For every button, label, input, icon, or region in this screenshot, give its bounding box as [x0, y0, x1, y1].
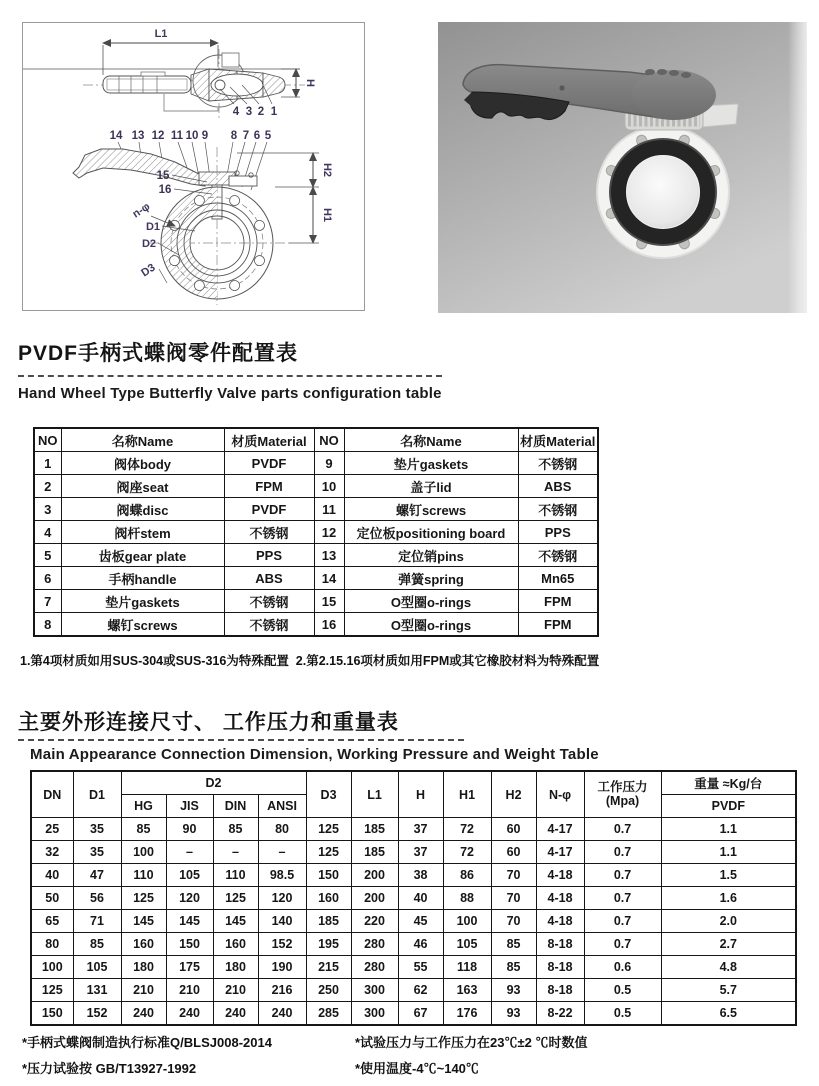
table-cell: 阀蝶disc: [61, 498, 224, 521]
table-cell: 1.1: [661, 818, 796, 841]
table-cell: 190: [258, 956, 306, 979]
table-cell: 280: [351, 956, 398, 979]
dim-label-h1: H1: [321, 207, 333, 223]
table-cell: 93: [491, 1002, 536, 1026]
table-row: [31, 887, 796, 910]
table-cell: 120: [258, 887, 306, 910]
parts-table-body: [34, 452, 598, 637]
table-cell: 200: [351, 864, 398, 887]
table-cell: 131: [73, 979, 121, 1002]
table-cell: PPS: [224, 544, 314, 567]
table-cell: 70: [491, 910, 536, 933]
table-cell: 不锈钢: [224, 590, 314, 613]
table-cell: 8-18: [536, 956, 584, 979]
table-cell: 80: [258, 818, 306, 841]
table-cell: 70: [491, 887, 536, 910]
table-cell: 0.7: [584, 933, 661, 956]
table-row: [34, 475, 598, 498]
callout-8: 8: [230, 130, 238, 142]
col-header-weight: 重量 ≈Kg/台: [661, 771, 796, 795]
table-cell: 62: [398, 979, 443, 1002]
table-cell: 不锈钢: [224, 521, 314, 544]
table-cell: 125: [121, 887, 166, 910]
table-cell: 0.7: [584, 864, 661, 887]
table-cell: 盖子lid: [344, 475, 518, 498]
table-cell: 300: [351, 979, 398, 1002]
table-cell: 35: [73, 841, 121, 864]
table-cell: 0.6: [584, 956, 661, 979]
callout-4: 4: [232, 106, 240, 118]
table-cell: 40: [398, 887, 443, 910]
table-cell: 215: [306, 956, 351, 979]
table-cell: 3: [34, 498, 61, 521]
table-row: [31, 956, 796, 979]
table-cell: 140: [258, 910, 306, 933]
table-cell: FPM: [224, 475, 314, 498]
col-header-d1: D1: [73, 771, 121, 818]
table-cell: 180: [213, 956, 258, 979]
table-cell: 175: [166, 956, 213, 979]
table-cell: 216: [258, 979, 306, 1002]
table-cell: 152: [258, 933, 306, 956]
table-cell: 240: [121, 1002, 166, 1026]
table-cell: –: [258, 841, 306, 864]
table-cell: 螺钉screws: [344, 498, 518, 521]
table-row: [34, 567, 598, 590]
table-cell: 176: [443, 1002, 491, 1026]
table-cell: 阀体body: [61, 452, 224, 475]
footnote-standard: *手柄式蝶阀制造执行标准Q/BLSJ008-2014: [22, 1035, 272, 1050]
table-cell: 152: [73, 1002, 121, 1026]
table-cell: 65: [31, 910, 73, 933]
table-cell: 145: [121, 910, 166, 933]
table-cell: 72: [443, 841, 491, 864]
table-cell: 不锈钢: [518, 498, 598, 521]
table-cell: 160: [121, 933, 166, 956]
col-header-name-right: 名称Name: [344, 428, 518, 452]
callout-15: 15: [156, 170, 170, 182]
dim-label-d1: D1: [145, 221, 161, 233]
col-header-material-left: 材质Material: [224, 428, 314, 452]
callout-14: 14: [109, 130, 123, 142]
table-cell: FPM: [518, 590, 598, 613]
table-cell: 285: [306, 1002, 351, 1026]
table-cell: 210: [121, 979, 166, 1002]
callout-2: 2: [257, 106, 265, 118]
table-cell: 125: [306, 841, 351, 864]
table-cell: 85: [121, 818, 166, 841]
table-cell: 阀杆stem: [61, 521, 224, 544]
col-header-din: DIN: [213, 795, 258, 818]
table-cell: 85: [213, 818, 258, 841]
table-cell: 37: [398, 818, 443, 841]
table-cell: 118: [443, 956, 491, 979]
table-cell: 11: [314, 498, 344, 521]
table-cell: 195: [306, 933, 351, 956]
col-header-h: H: [398, 771, 443, 818]
table-cell: 8-18: [536, 933, 584, 956]
parts-section-title-cn: PVDF手柄式蝶阀零件配置表: [18, 342, 299, 365]
dim-label-l1-top: L1: [154, 28, 168, 40]
callout-11: 11: [170, 130, 184, 142]
table-cell: 4-18: [536, 910, 584, 933]
table-cell: 5: [34, 544, 61, 567]
table-cell: 240: [166, 1002, 213, 1026]
table-cell: O型圈o-rings: [344, 590, 518, 613]
table-row: [31, 979, 796, 1002]
table-row: [31, 933, 796, 956]
table-cell: PVDF: [224, 498, 314, 521]
table-cell: 垫片gaskets: [344, 452, 518, 475]
table-cell: 100: [31, 956, 73, 979]
col-header-h2: H2: [491, 771, 536, 818]
table-cell: 32: [31, 841, 73, 864]
table-cell: 4: [34, 521, 61, 544]
col-header-name-left: 名称Name: [61, 428, 224, 452]
col-header-ansi: ANSI: [258, 795, 306, 818]
table-cell: 螺钉screws: [61, 613, 224, 637]
callout-7: 7: [242, 130, 250, 142]
table-cell: 0.7: [584, 841, 661, 864]
table-row: [31, 1002, 796, 1026]
col-header-no-right: NO: [314, 428, 344, 452]
table-cell: 定位板positioning board: [344, 521, 518, 544]
col-header-d2: D2: [121, 771, 306, 795]
table-row: [34, 452, 598, 475]
table-cell: 50: [31, 887, 73, 910]
col-header-n-phi: N-φ: [536, 771, 584, 818]
table-cell: 105: [73, 956, 121, 979]
table-row: [34, 613, 598, 637]
dimension-weight-table: [30, 770, 797, 1026]
title-divider: [18, 375, 442, 377]
table-row: [34, 544, 598, 567]
table-cell: 垫片gaskets: [61, 590, 224, 613]
table-cell: 60: [491, 841, 536, 864]
table-cell: 67: [398, 1002, 443, 1026]
table-cell: 93: [491, 979, 536, 1002]
table-cell: ABS: [518, 475, 598, 498]
table-row: [34, 498, 598, 521]
valve-photo-illustration: [438, 22, 807, 313]
table-cell: 86: [443, 864, 491, 887]
table-cell: 100: [443, 910, 491, 933]
table-cell: 250: [306, 979, 351, 1002]
dim-label-d2: D2: [141, 238, 157, 250]
table-cell: 2.0: [661, 910, 796, 933]
table-cell: 手柄handle: [61, 567, 224, 590]
footnote-temperature: *使用温度-4℃~140℃: [355, 1061, 479, 1076]
parts-table-header-row: [34, 428, 598, 452]
table-cell: 38: [398, 864, 443, 887]
table-cell: –: [166, 841, 213, 864]
valve-disc: [627, 156, 699, 228]
parts-configuration-table: [33, 427, 599, 637]
table-cell: 9: [314, 452, 344, 475]
table-cell: 46: [398, 933, 443, 956]
table-cell: 齿板gear plate: [61, 544, 224, 567]
table-cell: 145: [166, 910, 213, 933]
table-cell: 5.7: [661, 979, 796, 1002]
table-cell: 1: [34, 452, 61, 475]
table-cell: 56: [73, 887, 121, 910]
table-cell: 160: [213, 933, 258, 956]
dim-table-body: [31, 818, 796, 1026]
footnote-test-pressure: *试验压力与工作压力在23℃±2 ℃时数值: [355, 1035, 588, 1050]
table-row: [31, 841, 796, 864]
table-cell: 4-18: [536, 864, 584, 887]
table-cell: 160: [306, 887, 351, 910]
table-cell: 105: [166, 864, 213, 887]
table-cell: 125: [31, 979, 73, 1002]
dim-label-n-phi: n-φ: [130, 200, 153, 221]
table-cell: 150: [166, 933, 213, 956]
table-cell: 4.8: [661, 956, 796, 979]
table-cell: 15: [314, 590, 344, 613]
col-header-no-left: NO: [34, 428, 61, 452]
table-cell: 不锈钢: [518, 452, 598, 475]
table-cell: 14: [314, 567, 344, 590]
table-cell: 35: [73, 818, 121, 841]
table-cell: 85: [491, 956, 536, 979]
table-cell: 85: [73, 933, 121, 956]
table-cell: 不锈钢: [518, 544, 598, 567]
table-cell: ABS: [224, 567, 314, 590]
table-cell: 0.7: [584, 910, 661, 933]
table-row: [31, 910, 796, 933]
callout-1: 1: [270, 106, 278, 118]
table-cell: 210: [166, 979, 213, 1002]
table-cell: 2.7: [661, 933, 796, 956]
working-pressure-unit: (Mpa): [605, 793, 640, 808]
table-cell: 不锈钢: [224, 613, 314, 637]
table-cell: 100: [121, 841, 166, 864]
valve-line-drawing: [23, 23, 364, 308]
table-cell: 70: [491, 864, 536, 887]
table-cell: 240: [213, 1002, 258, 1026]
col-header-h1: H1: [443, 771, 491, 818]
callout-5: 5: [264, 130, 272, 142]
footnotes: [22, 1032, 797, 1077]
table-cell: 47: [73, 864, 121, 887]
table-cell: 110: [121, 864, 166, 887]
table-cell: 37: [398, 841, 443, 864]
table-cell: 88: [443, 887, 491, 910]
table-cell: 4-18: [536, 887, 584, 910]
callout-6: 6: [253, 130, 261, 142]
col-header-jis: JIS: [166, 795, 213, 818]
table-cell: 110: [213, 864, 258, 887]
table-cell: 185: [351, 841, 398, 864]
dimension-section-title-cn: 主要外形连接尺寸、 工作压力和重量表: [18, 711, 399, 734]
table-cell: 45: [398, 910, 443, 933]
table-cell: 6: [34, 567, 61, 590]
table-cell: 72: [443, 818, 491, 841]
technical-drawing: [22, 22, 365, 311]
table-cell: 80: [31, 933, 73, 956]
table-cell: 185: [351, 818, 398, 841]
table-cell: 240: [258, 1002, 306, 1026]
table-cell: –: [213, 841, 258, 864]
dim-label-h2: H2: [321, 162, 333, 178]
dim-table-header-row-1: [31, 771, 796, 795]
table-cell: 8-22: [536, 1002, 584, 1026]
table-cell: 180: [121, 956, 166, 979]
table-cell: 300: [351, 1002, 398, 1026]
table-cell: 1.1: [661, 841, 796, 864]
table-cell: 125: [306, 818, 351, 841]
table-cell: Mn65: [518, 567, 598, 590]
footnote-pressure-test: *压力试验按 GB/T13927-1992: [22, 1061, 197, 1076]
table-cell: 8: [34, 613, 61, 637]
table-cell: 90: [166, 818, 213, 841]
callout-16: 16: [158, 184, 172, 196]
table-cell: 25: [31, 818, 73, 841]
col-header-weight-pvdf: PVDF: [661, 795, 796, 818]
table-cell: 弹簧spring: [344, 567, 518, 590]
dim-label-d3: D3: [139, 261, 158, 280]
col-header-hg: HG: [121, 795, 166, 818]
table-cell: 185: [306, 910, 351, 933]
callout-12: 12: [151, 130, 165, 142]
table-cell: 13: [314, 544, 344, 567]
table-cell: 6.5: [661, 1002, 796, 1026]
table-cell: 200: [351, 887, 398, 910]
table-cell: 4-17: [536, 818, 584, 841]
table-cell: 定位销pins: [344, 544, 518, 567]
table-row: [31, 864, 796, 887]
table-cell: 55: [398, 956, 443, 979]
table-cell: 12: [314, 521, 344, 544]
table-cell: 71: [73, 910, 121, 933]
dimension-section-title-en: Main Appearance Connection Dimension, Working Pressure and Weight Table: [30, 746, 599, 763]
table-row: [31, 818, 796, 841]
table-cell: 85: [491, 933, 536, 956]
callout-10: 10: [185, 130, 199, 142]
working-pressure-label: 工作压力: [597, 779, 648, 794]
table-cell: 150: [31, 1002, 73, 1026]
table-cell: 163: [443, 979, 491, 1002]
table-cell: FPM: [518, 613, 598, 637]
table-cell: 40: [31, 864, 73, 887]
table-cell: 280: [351, 933, 398, 956]
table-cell: 16: [314, 613, 344, 637]
col-header-l1: L1: [351, 771, 398, 818]
title-divider-2: [18, 739, 464, 741]
col-header-dn: DN: [31, 771, 73, 818]
callout-13: 13: [131, 130, 145, 142]
table-cell: PVDF: [224, 452, 314, 475]
table-cell: 60: [491, 818, 536, 841]
table-cell: 阀座seat: [61, 475, 224, 498]
table-cell: 145: [213, 910, 258, 933]
callout-3: 3: [245, 106, 253, 118]
table-cell: 0.5: [584, 979, 661, 1002]
table-cell: O型圈o-rings: [344, 613, 518, 637]
table-cell: 1.6: [661, 887, 796, 910]
table-cell: 105: [443, 933, 491, 956]
col-header-material-right: 材质Material: [518, 428, 598, 452]
table-cell: 4-17: [536, 841, 584, 864]
dim-label-h: H: [304, 79, 316, 87]
product-photo: [438, 22, 807, 313]
col-header-d3: D3: [306, 771, 351, 818]
parts-section-title-en: Hand Wheel Type Butterfly Valve parts configuration table: [18, 385, 442, 402]
table-cell: 98.5: [258, 864, 306, 887]
table-cell: 2: [34, 475, 61, 498]
parts-table-note: 1.第4项材质如用SUS-304或SUS-316为特殊配置 2.第2.15.16项材质如用FPM或其它橡胶材料为特殊配置: [20, 654, 600, 668]
table-cell: 0.7: [584, 818, 661, 841]
table-cell: 210: [213, 979, 258, 1002]
table-cell: 0.5: [584, 1002, 661, 1026]
table-cell: 220: [351, 910, 398, 933]
table-cell: 8-18: [536, 979, 584, 1002]
table-cell: 7: [34, 590, 61, 613]
col-header-working-pressure: [584, 771, 661, 818]
table-cell: 10: [314, 475, 344, 498]
table-cell: 150: [306, 864, 351, 887]
table-cell: 120: [166, 887, 213, 910]
table-cell: 125: [213, 887, 258, 910]
table-cell: 0.7: [584, 887, 661, 910]
table-cell: 1.5: [661, 864, 796, 887]
table-row: [34, 521, 598, 544]
table-row: [34, 590, 598, 613]
callout-9: 9: [201, 130, 209, 142]
table-cell: PPS: [518, 521, 598, 544]
